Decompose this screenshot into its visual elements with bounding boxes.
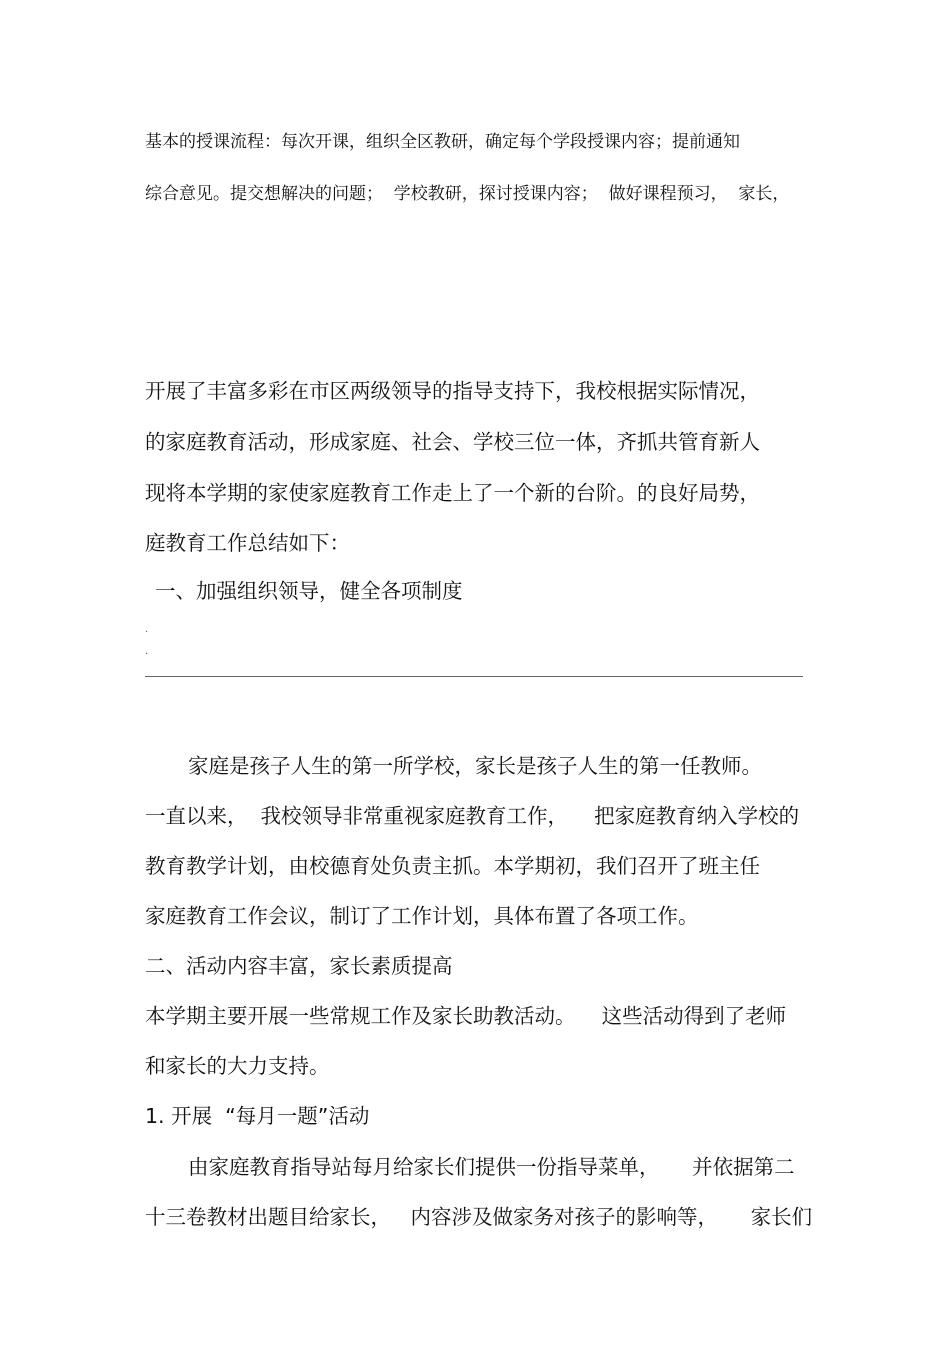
- intro-line-1: 开展了丰富多彩在市区两级领导的指导支持下，我校根据实际情况，: [145, 379, 760, 403]
- page-divider: [145, 676, 803, 677]
- intro-line-4: 庭教育工作总结如下：: [145, 531, 350, 555]
- para-1-line-2: 一直以来， 我校领导非常重视家庭教育工作， 把家庭教育纳入学校的: [145, 804, 800, 828]
- top-text-line-1: 基本的授课流程：每次开课，组织全区教研，确定每个学段授课内容；提前通知: [145, 132, 740, 152]
- para-1-line-1: 家庭是孩子人生的第一所学校，家长是孩子人生的第一任教师。: [188, 754, 762, 778]
- para-2-line-1: 本学期主要开展一些常规工作及家长助教活动。 这些活动得到了老师: [145, 1004, 787, 1028]
- para-3-line-2: 十三卷教材出题目给家长， 内容涉及做家务对孩子的影响等， 家长们: [145, 1205, 813, 1229]
- para-1-line-3: 教育教学计划，由校德育处负责主抓。本学期初，我们召开了班主任: [145, 854, 760, 878]
- intro-line-3: 现将本学期的家使家庭教育工作走上了一个新的台阶。的良好局势，: [145, 481, 760, 505]
- dot-mark-1: .: [145, 624, 149, 635]
- section-1-heading: 一、加强组织领导，健全各项制度: [155, 579, 463, 603]
- item-1-heading: 1. 开展 “每月一题”活动: [145, 1104, 370, 1128]
- section-2-heading: 二、活动内容丰富，家长素质提高: [145, 954, 453, 978]
- intro-line-2: 的家庭教育活动，形成家庭、社会、学校三位一体，齐抓共管育新人: [145, 430, 760, 454]
- top-text-line-2: 综合意见。提交想解决的问题； 学校教研，探讨授课内容； 做好课程预习， 家长，: [145, 184, 790, 204]
- para-2-line-2: 和家长的大力支持。: [145, 1054, 330, 1078]
- para-3-line-1: 由家庭教育指导站每月给家长们提供一份指导菜单， 并依据第二: [188, 1155, 795, 1179]
- dot-mark-2: .: [145, 646, 149, 657]
- para-1-line-4: 家庭教育工作会议，制订了工作计划，具体布置了各项工作。: [145, 904, 699, 928]
